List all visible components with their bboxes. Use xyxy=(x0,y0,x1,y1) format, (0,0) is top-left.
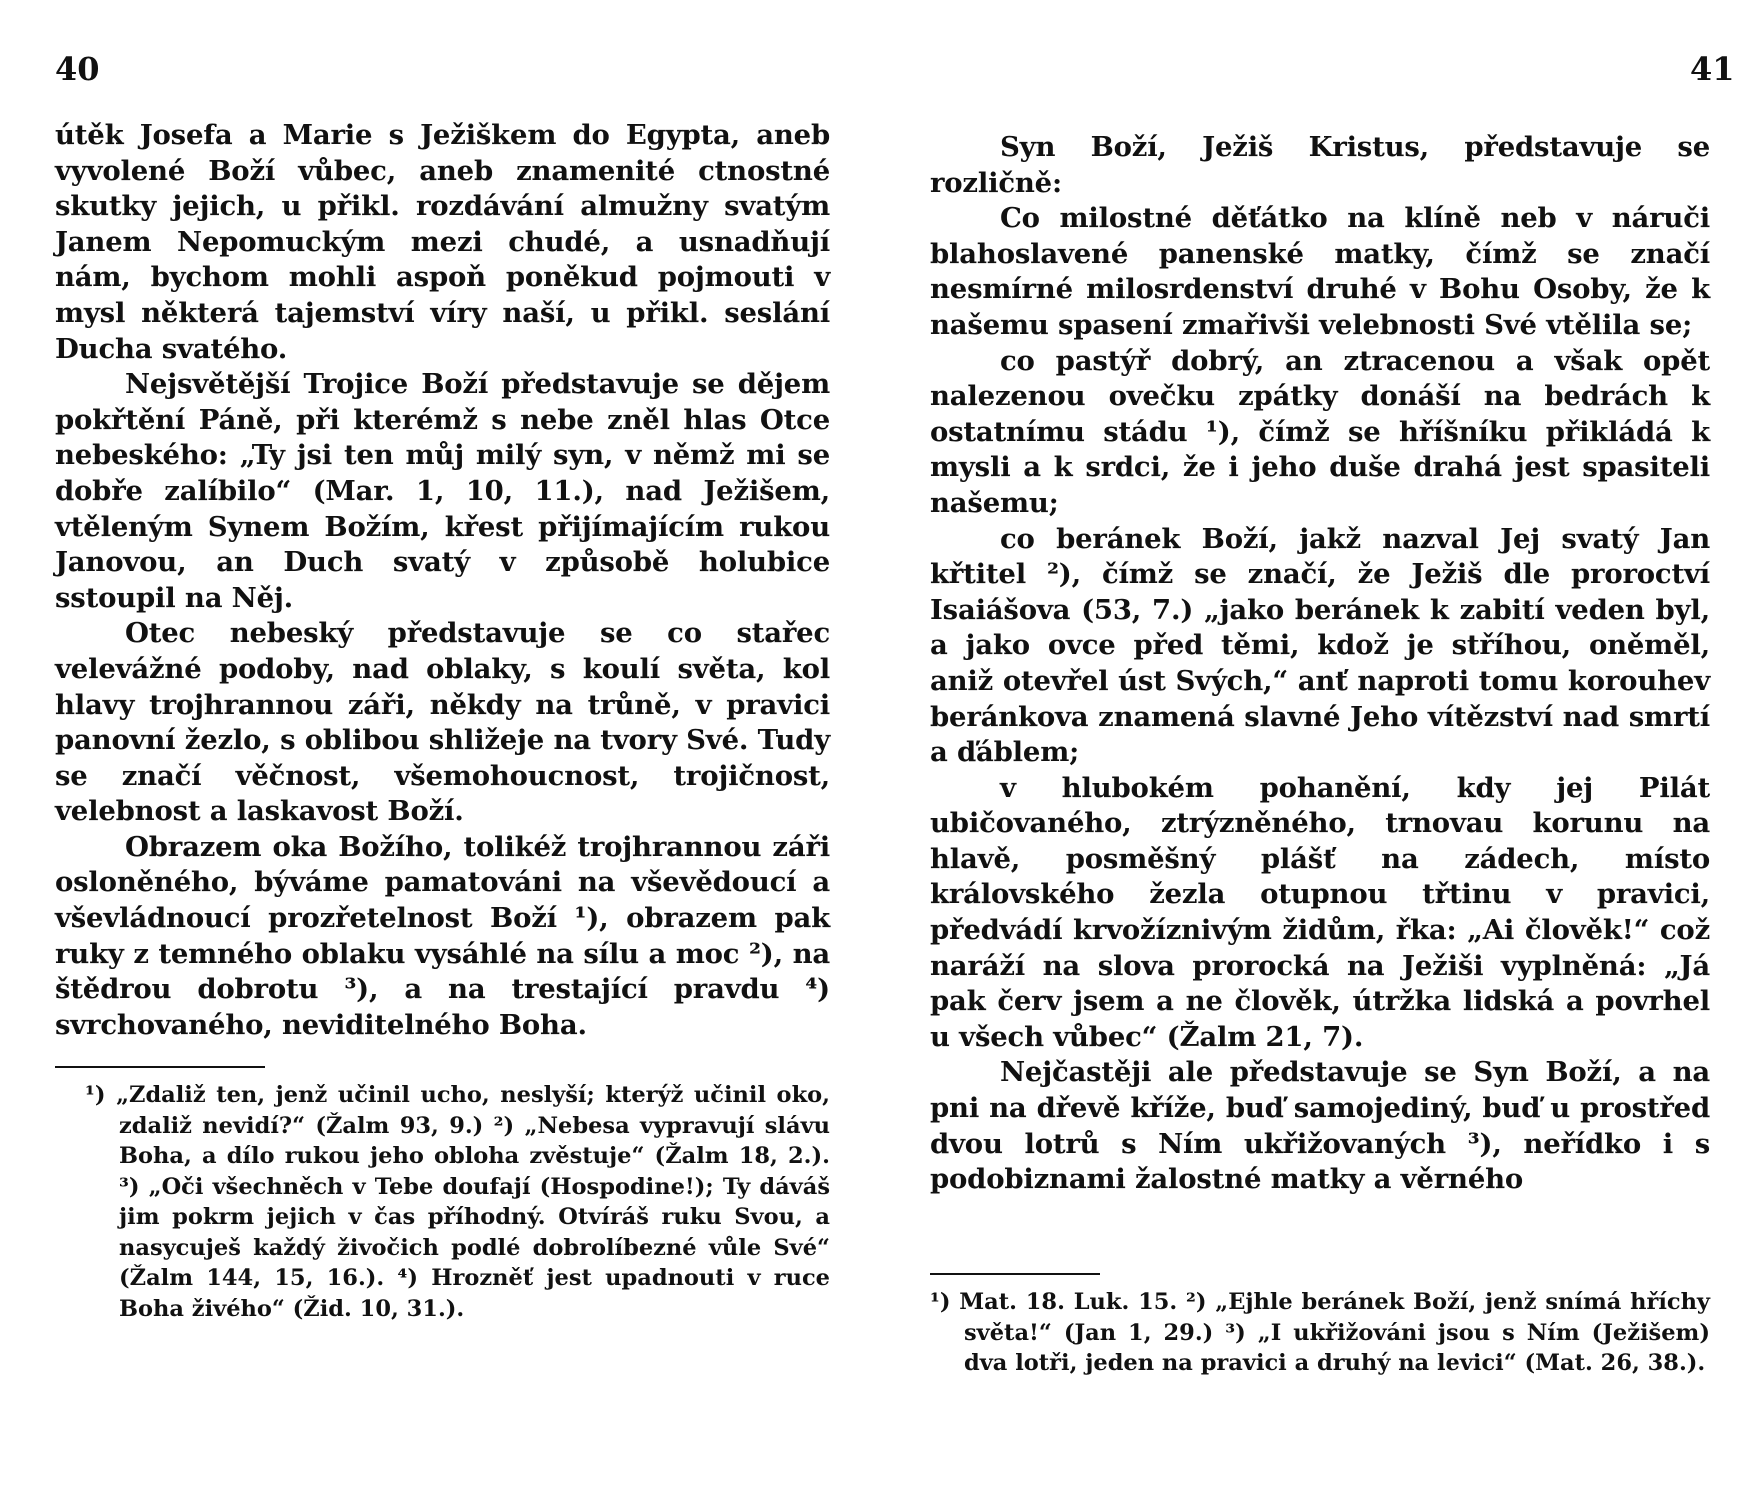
right-paragraph-3: co pastýř dobrý, an ztracenou a však opět nalezenou ovečku zpátky donáší na bedrách k ostatnímu stádu ¹), čímž se hříšníku přikládá k mysli a k srdci, že i jeho duše drahá jest spasiteli našemu; xyxy=(930,344,1710,519)
right-paragraph-2: Co milostné děťátko na klíně neb v náruči blahoslavené panenské matky, čímž se značí nesmírné milosrdenství druhé v Bohu Osoby, že k našemu spasení zmařivši velebnosti Své vtělila se; xyxy=(930,202,1710,341)
right-paragraph-1: Syn Boží, Ježiš Kristus, představuje se rozličně: xyxy=(930,131,1710,199)
left-footnote-block: ¹) „Zdaliž ten, jenž učinil ucho, neslyší; kterýž učinil oko, zdaliž nevidí?“ (Žalm 93, 9.) ²) „Nebesa vypravují slávu Boha, a dílo rukou jeho obloha zvěstuje“ (Žalm 18, 2.). ³) „Oči všechněch v Tebe doufají (Hospodine!); Ty dáváš jim pokrm jejich v čas příhodný. Otvíráš ruku Svou, a nasycuješ každý živočich podlé dobrolíbezné vůle Své“ (Žalm 144, 15, 16.). ⁴) Hrozněť jest upadnouti v ruce Boha živého“ (Žid. 10, 31.). xyxy=(85,1082,830,1322)
right-footnote-block: ¹) Mat. 18. Luk. 15. ²) „Ejhle beránek Boží, jenž snímá hříchy světa!“ (Jan 1, 29.) ³) „I ukřižováni jsou s Ním (Ježišem) dva lotři, jeden na pravici a druhý na levici“ (Mat. 26, 38.). xyxy=(930,1289,1710,1376)
page-number-right: 41 xyxy=(1690,50,1735,88)
left-paragraph-2: Nejsvětější Trojice Boží představuje se dějem pokřtění Páně, při kterémž s nebe zněl hlas Otce nebeského: „Ty jsi ten můj milý syn, v němž mi se dobře zalíbilo“ (Mar. 1, 10, 11.), nad Ježišem, vtěleným Synem Božím, křest přijímajícím rukou Janovou, an Duch svatý v způsobě holubice sstoupil na Něj. xyxy=(55,368,830,614)
right-footnote-rule xyxy=(930,1273,1100,1275)
left-paragraph-3: Otec nebeský představuje se co stařec velevážné podoby, nad oblaky, s koulí světa, kol hlavy trojhrannou záři, někdy na trůně, v pravici panovní žezlo, s oblibou shližeje na tvory Své. Tudy se značí věčnost, všemohoucnost, trojičnost, velebnost a laskavost Boží. xyxy=(55,617,830,828)
right-paragraph-4: co beránek Boží, jakž nazval Jej svatý Jan křtitel ²), čímž se značí, že Ježiš dle proroctví Isaiášova (53, 7.) „jako beránek k zabití veden byl, a jako ovce před těmi, kdož je stříhou, oněměl, aniž otevřel úst Svých,“ anť naproti tomu korouhev beránkova znamená slavné Jeho vítězství nad smrtí a ďáblem; xyxy=(930,522,1710,769)
right-body-text xyxy=(930,130,1710,1198)
right-page xyxy=(875,0,1750,1500)
right-paragraph-5: v hlubokém pohanění, kdy jej Pilát ubičovaného, ztrýzněného, trnovau korunu na hlavě, posměšný plášť na zádech, místo královského žezla otupnou třtinu v pravici, předvádí krvožíznivým židům, řka: „Ai člověk!“ což naráží na slova prorocká na Ježiši vyplněná: „Já pak červ jsem a ne člověk, útržka lidská a povrhel u všech vůbec“ (Žalm 21, 7). xyxy=(930,771,1710,1053)
left-paragraph-1: útěk Josefa a Marie s Ježiškem do Egypta, aneb vyvolené Boží vůbec, aneb znamenité ctnostné skutky jejich, u přikl. rozdávání almužny svatým Janem Nepomuckým mezi chudé, a usnadňují nám, bychom mohli aspoň poněkud pojmouti v mysl některá tajemství víry naší, u přikl. seslání Ducha svatého. xyxy=(55,119,830,365)
right-paragraph-6: Nejčastěji ale představuje se Syn Boží, a na pni na dřevě kříže, buď samojediný, buď u prostřed dvou lotrů s Ním ukřižovaných ³), neřídko i s podobiznami žalostné matky a věrného xyxy=(930,1056,1710,1196)
right-footnotes xyxy=(930,1287,1710,1379)
left-footnotes xyxy=(85,1080,830,1324)
left-footnote-rule xyxy=(55,1066,265,1068)
left-body-text xyxy=(55,118,830,1043)
left-paragraph-4: Obrazem oka Božího, tolikéž trojhrannou záři osloněného, býváme pamatováni na vševědoucí a vševládnoucí prozřetelnost Boží ¹), obrazem pak ruky z temného oblaku vysáhlé na sílu a moc ²), na štědrou dobrotu ³), a na trestající pravdu ⁴) svrchovaného, neviditelného Boha. xyxy=(55,830,830,1041)
page-number-left: 40 xyxy=(55,50,100,88)
